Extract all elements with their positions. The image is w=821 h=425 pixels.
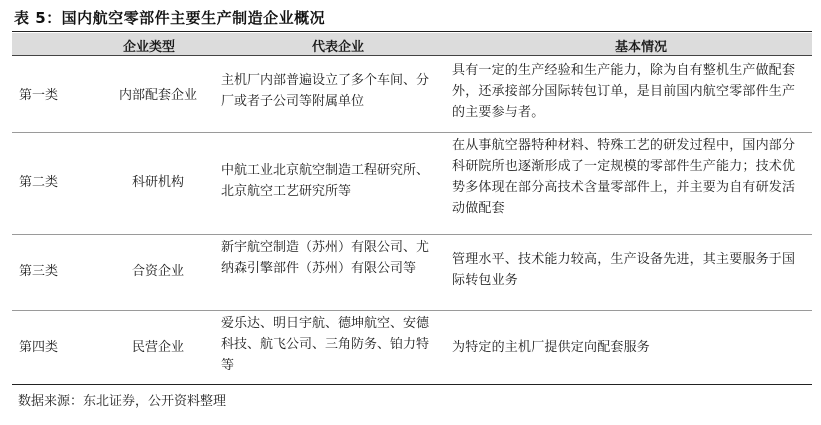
row-3-category: 第三类: [19, 264, 59, 279]
table-header: [12, 33, 812, 55]
header-description: 基本情况: [615, 40, 668, 55]
row-1-type: 内部配套企业: [118, 88, 197, 103]
row-2-description: 在从事航空器特种材料、特殊工艺的研发过程中，国内部分科研院所也逐渐形成了一定规模的零部件生产能力；技术优势多体现在部分高技术含量零部件上，并主要为自有研发活动做配套: [452, 138, 796, 216]
row-3-type: 合资企业: [131, 264, 184, 279]
header-type: 企业类型: [123, 40, 176, 55]
row-4-description: 为特定的主机厂提供定向配套服务: [452, 340, 651, 355]
row-4-representative: 爱乐达、明日宇航、德坤航空、安德科技、航飞公司、三角防务、铂力特等: [221, 316, 430, 373]
row-1-representative: 主机厂内部普遍设立了多个车间、分厂或者子公司等附属单位: [221, 73, 430, 109]
table-bottom-rule: [12, 384, 812, 385]
row-1-category: 第一类: [19, 88, 59, 103]
header-rule: [12, 55, 812, 56]
row-3-description: 管理水平、技术能力较高，生产设备先进，其主要服务于国际转包业务: [452, 252, 796, 288]
row-2-category: 第二类: [19, 175, 59, 190]
row-4-type: 民营企业: [131, 340, 184, 355]
table-title: 表 5：国内航空零部件主要生产制造企业概况: [14, 9, 326, 27]
row-separator: [12, 310, 812, 311]
row-separator: [12, 132, 812, 133]
title-rule: [12, 31, 812, 32]
row-3-representative: 新宇航空制造（苏州）有限公司、尤纳森引擎部件（苏州）有限公司等: [221, 240, 430, 276]
row-4-category: 第四类: [19, 340, 59, 355]
header-representative: 代表企业: [312, 40, 365, 55]
data-source-note: 数据来源：东北证券，公开资料整理: [18, 394, 227, 409]
row-1-description: 具有一定的生产经验和生产能力，除为自有整机生产做配套外，还承接部分国际转包订单，是目前国内航空零部件生产的主要参与者。: [452, 63, 796, 120]
row-2-type: 科研机构: [131, 175, 184, 190]
row-separator: [12, 234, 812, 235]
row-2-representative: 中航工业北京航空制造工程研究所、北京航空工艺研究所等: [221, 163, 430, 199]
